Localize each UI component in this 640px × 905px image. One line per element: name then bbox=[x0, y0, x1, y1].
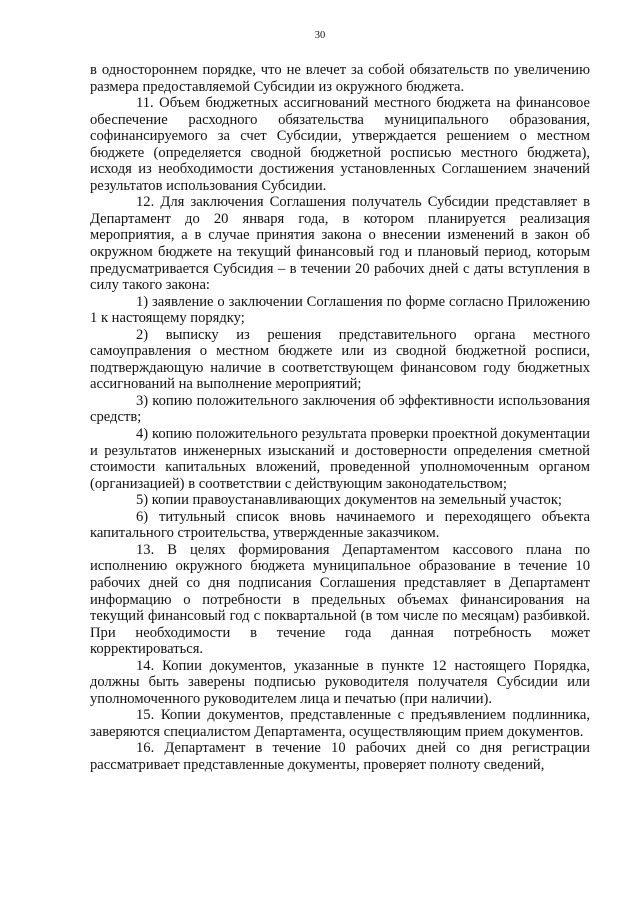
list-item-4: 4) копию положительного результата проверки проектной документации и результатов инженерных изысканий и достоверности определения сметной стоимости капитальных вложений, проведенной уполномоченным органом (организацией) в соответствии с действующим законодательством; bbox=[90, 426, 590, 492]
list-item-1: 1) заявление о заключении Соглашения по форме согласно Приложению 1 к настоящему порядку; bbox=[90, 293, 590, 327]
list-item-2: 2) выписку из решения представительного органа местного самоуправления о местном бюджете или из сводной бюджетной росписи, подтверждающую наличие в соответствующем финансовом году бюджетных ассигнований на выполнение мероприятий; bbox=[90, 326, 590, 393]
paragraph-11: 11. Объем бюджетных ассигнований местного бюджета на финансовое обеспечение расходного обязательства муниципального образования, софинансируемого за счет Субсидии, утверждается решением о местном бюджете (определяется сводной бюджетной росписью местного бюджета), исходя из необходимости достижения установленных Соглашением значений результатов использования Субсидии. bbox=[90, 95, 590, 194]
document-body bbox=[90, 62, 590, 774]
list-item-5: 5) копии правоустанавливающих документов на земельный участок; bbox=[136, 492, 562, 509]
list-item-6: 6) титульный список вновь начинаемого и переходящего объекта капитального строительства, утвержденные заказчиком. bbox=[90, 508, 590, 542]
list-item-3: 3) копию положительного заключения об эффективности использования средств; bbox=[90, 392, 590, 426]
paragraph-15: 15. Копии документов, представленные с предъявлением подлинника, заверяются специалистом Департамента, осуществляющим прием документов. bbox=[90, 707, 590, 740]
paragraph-12: 12. Для заключения Соглашения получатель Субсидии представляет в Департамент до 20 января года, в котором планируется реализация мероприятия, а в случае принятия закона о внесении изменений в закон об окружном бюджете на текущий финансовый год и плановый период, которым предусматривается Субсидия – в течении 20 рабочих дней с даты вступления в силу такого закона: bbox=[90, 194, 590, 294]
paragraph-13: 13. В целях формирования Департаментом кассового плана по исполнению окружного бюджета муниципальное образование в течение 10 рабочих дней со дня подписания Соглашения представляет в Департамент информацию о потребности в предельных объемах финансирования на текущий финансовый год с поквартальной (в том числе по месяцам) разбивкой. При необходимости в течение года данная потребность может корректироваться. bbox=[90, 541, 590, 658]
page-number: 30 bbox=[314, 30, 326, 41]
paragraph-14: 14. Копии документов, указанные в пункте 12 настоящего Порядка, должны быть заверены подписью руководителя получателя Субсидии или уполномоченного руководителем лица и печатью (при наличии). bbox=[90, 657, 590, 707]
paragraph-continuation: в одностороннем порядке, что не влечет за собой обязательств по увеличению размера предоставляемой Субсидии из окружного бюджета. bbox=[90, 62, 590, 95]
paragraph-16: 16. Департамент в течение 10 рабочих дней со дня регистрации рассматривает представленные документы, проверяет полноту сведений, bbox=[90, 740, 590, 773]
